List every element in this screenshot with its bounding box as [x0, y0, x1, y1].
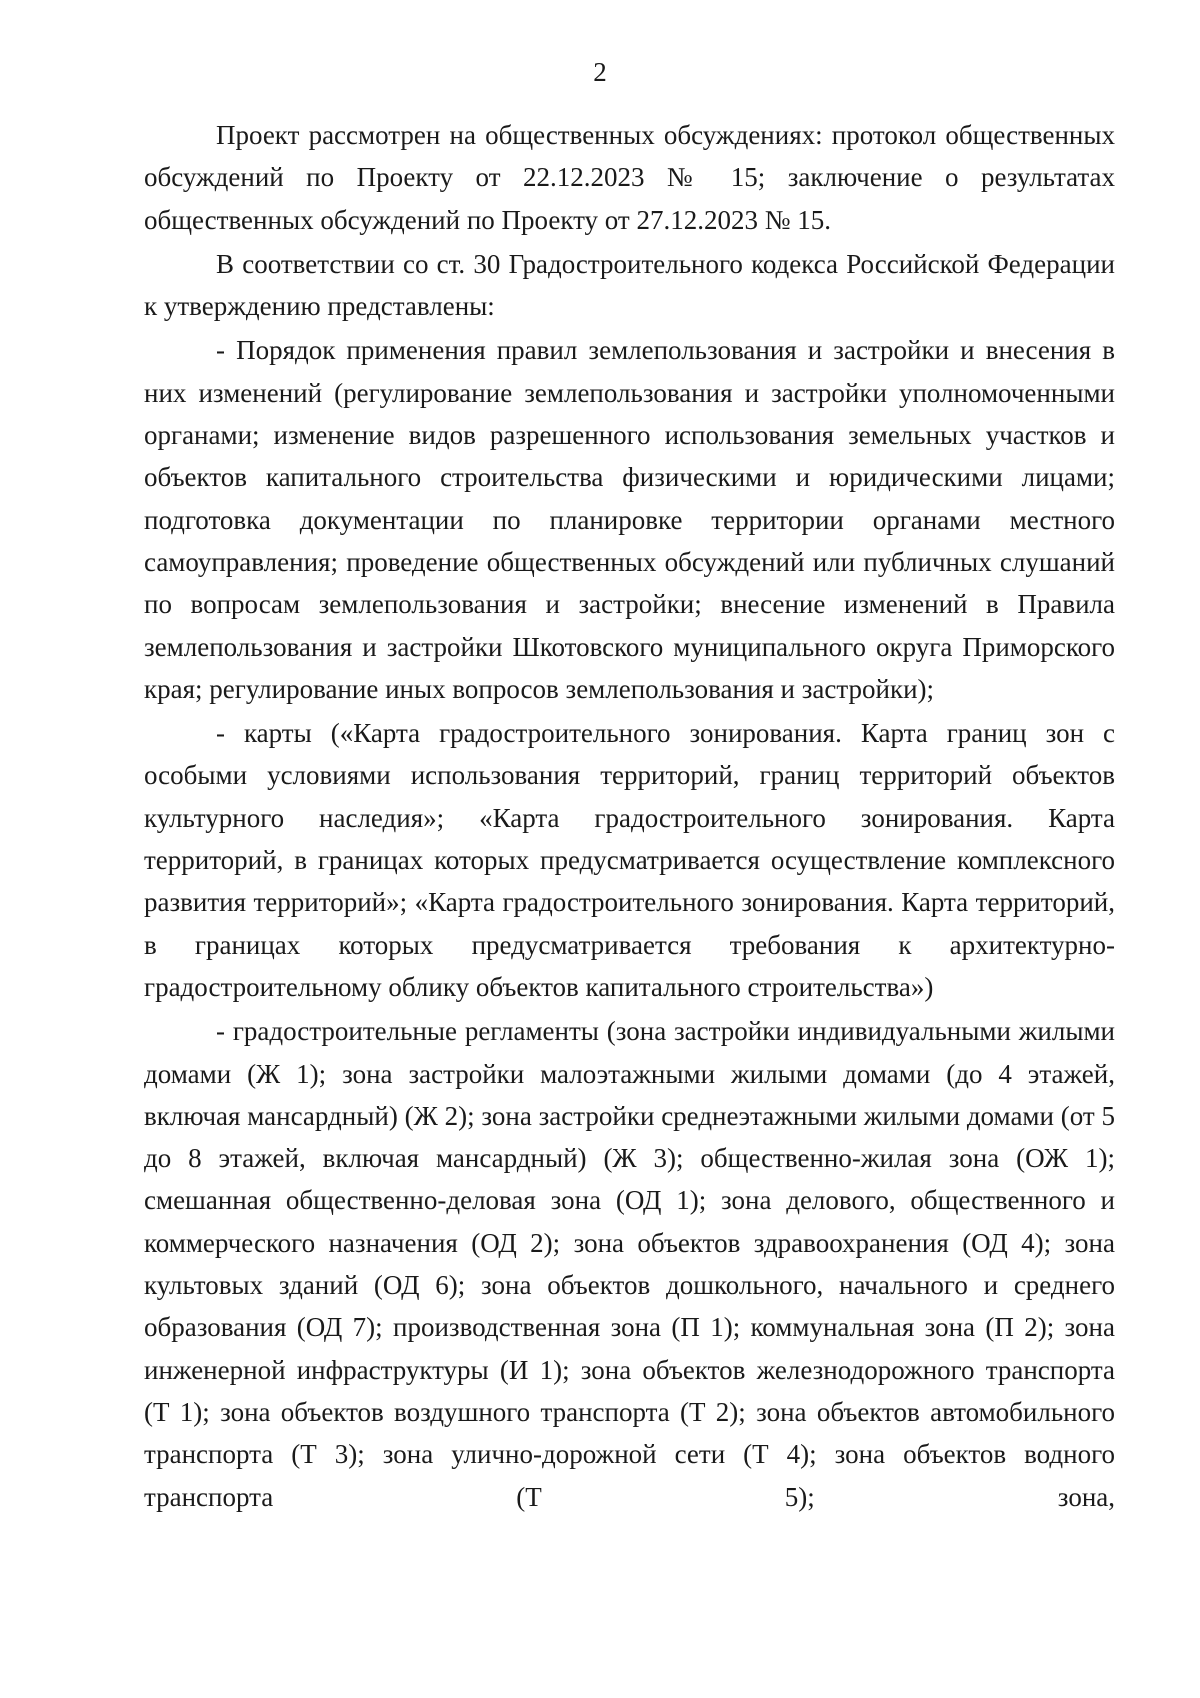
paragraph-maps: - карты («Карта градостроительного зонирования. Карта границ зон с особыми условиями использования территорий, границ территорий объектов культурного наследия»; «Карта градостроительного зонирования. Карта территорий, в границах которых предусматривается осуществление комплексного развития территорий»; «Карта градостроительного зонирования. Карта территорий, в границах которых предусматривается требования к архитектурно-градостроительному облику объектов капитального строительства»): [144, 718, 1115, 1002]
paragraph-public-discussion: Проект рассмотрен на общественных обсуждениях: протокол общественных обсуждений по Проекту от 22.12.2023 № 15; заключение о результатах общественных обсуждений по Проекту от 27.12.2023 № 15.: [144, 120, 1115, 235]
paragraph-regulations: - градостроительные регламенты (зона застройки индивидуальными жилыми домами (Ж 1); зона застройки малоэтажными жилыми домами (до 4 этажей, включая мансардный) (Ж 2); зона застройки среднеэтажными жилыми домами (от 5 до 8 этажей, включая мансардный) (Ж 3); общественно-жилая зона (ОЖ 1); смешанная общественно-деловая зона (ОД 1); зона делового, общественного и коммерческого назначения (ОД 2); зона объектов здравоохранения (ОД 4); зона культовых зданий (ОД 6); зона объектов дошкольного, начального и среднего образования (ОД 7); производственная зона (П 1); коммунальная зона (П 2); зона инженерной инфраструктуры (И 1); зона объектов железнодорожного транспорта (Т 1); зона объектов воздушного транспорта (Т 2); зона объектов автомобильного транспорта (Т 3); зона улично-дорожной сети (Т 4); зона объектов водного транспорта (Т 5); зона,: [144, 1016, 1115, 1512]
page-number: 2: [593, 57, 607, 87]
paragraph-approval-intro: В соответствии со ст. 30 Градостроительного кодекса Российской Федерации к утверждению представлены:: [144, 248, 1115, 322]
document-body: [144, 114, 1115, 1518]
paragraph-procedure: - Порядок применения правил землепользования и застройки и внесения в них изменений (регулирование землепользования и застройки уполномоченными органами; изменение видов разрешенного использования земельных участков и объектов капитального строительства физическими и юридическими лицами; подготовка документации по планировке территории органами местного самоуправления; проведение общественных обсуждений или публичных слушаний по вопросам землепользования и застройки; внесение изменений в Правила землепользования и застройки Шкотовского муниципального округа Приморского края; регулирование иных вопросов землепользования и застройки);: [144, 335, 1115, 704]
